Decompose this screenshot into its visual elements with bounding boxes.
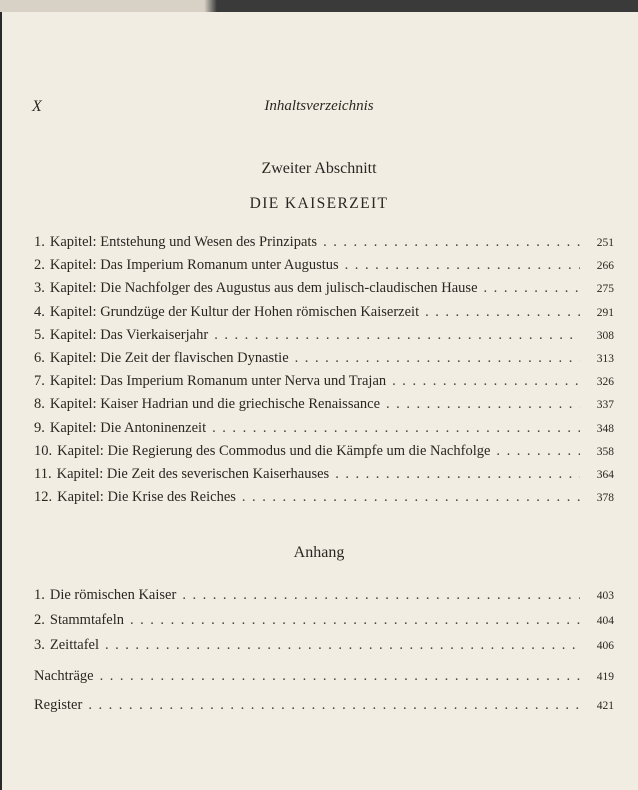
appendix-title: Nachträge (34, 668, 94, 684)
chapter-page-number: 275 (596, 283, 614, 296)
chapter-page-number: 313 (596, 353, 614, 365)
appendix-number: 3. (34, 637, 45, 653)
chapter-entry (34, 304, 614, 326)
appendix-title: Register (34, 697, 83, 713)
running-title: Inhaltsverzeichnis (264, 98, 374, 114)
chapter-title: Kapitel: Entstehung und Wesen des Prinzipats (49, 234, 318, 250)
chapter-number: 7. (34, 373, 45, 390)
dot-leader (295, 350, 580, 367)
chapter-page-number: 251 (596, 237, 614, 249)
chapter-entry (34, 280, 614, 302)
dot-leader (88, 697, 580, 714)
chapter-title: Kapitel: Die Antoninenzeit (49, 419, 207, 436)
dot-leader (425, 304, 580, 321)
running-header (0, 98, 638, 120)
page-top-edge (0, 0, 638, 12)
appendix-entry (34, 637, 614, 659)
dot-leader (242, 489, 580, 506)
dot-leader (105, 637, 580, 654)
dot-leader (335, 466, 580, 483)
chapter-number: 8. (34, 396, 45, 413)
page-number: X (32, 98, 42, 115)
dot-leader (182, 587, 580, 604)
appendix-number: 2. (34, 612, 45, 628)
chapter-title: Kapitel: Das Imperium Romanum unter Augustus (49, 257, 339, 274)
chapter-title: Kapitel: Die Krise des Reiches (57, 489, 236, 506)
chapter-page-number: 266 (596, 260, 614, 273)
chapter-entry (34, 350, 614, 372)
appendix-page-number: 419 (596, 671, 614, 683)
chapter-page-number: 378 (596, 492, 614, 505)
chapter-number: 9. (34, 419, 45, 436)
chapter-title: Kapitel: Die Zeit des severischen Kaiserhauses (56, 466, 330, 482)
appendix-entry (34, 668, 614, 690)
appendix-title: Die römischen Kaiser (49, 587, 177, 603)
chapter-number: 2. (34, 257, 45, 274)
chapter-entry (34, 257, 614, 279)
chapter-page-number: 337 (596, 399, 614, 412)
chapter-title: Kapitel: Die Zeit der flavischen Dynastie (49, 350, 289, 366)
appendix-entry (34, 587, 614, 609)
appendix-title: Stammtafeln (49, 612, 124, 628)
appendix-entry (34, 697, 614, 719)
chapter-entry (34, 443, 614, 465)
appendix-page-number: 406 (596, 640, 614, 652)
chapter-entry (34, 466, 614, 488)
chapter-entry (34, 234, 614, 256)
chapter-entry (34, 489, 614, 511)
section-label: Zweiter Abschnitt (261, 160, 377, 177)
chapter-number: 3. (34, 280, 45, 297)
chapter-title: Kapitel: Grundzüge der Kultur der Hohen römischen Kaiserzeit (49, 303, 420, 320)
chapter-number: 6. (34, 350, 45, 366)
chapter-title: Kapitel: Das Imperium Romanum unter Nerva und Trajan (49, 373, 387, 390)
chapter-entry (34, 327, 614, 349)
appendix-entry (34, 612, 614, 634)
dot-leader (484, 280, 580, 297)
chapter-title: Kapitel: Die Regierung des Commodus und die Kämpfe um die Nachfolge (57, 442, 491, 459)
appendix-page-number: 421 (596, 700, 614, 712)
section-title: DIE KAISERZEIT (249, 195, 389, 212)
chapter-title: Kapitel: Das Vierkaiserjahr (49, 326, 209, 343)
chapter-entry (34, 420, 614, 442)
chapter-page-number: 348 (596, 422, 614, 435)
dot-leader (323, 234, 580, 251)
chapter-number: 12. (34, 489, 53, 506)
chapter-title: Kapitel: Die Nachfolger des Augustus aus dem julisch-claudischen Hause (49, 280, 478, 297)
dot-leader (100, 668, 580, 685)
appendix-page-number: 404 (596, 615, 614, 627)
appendix-heading: Anhang (293, 544, 345, 561)
chapter-page-number: 291 (596, 306, 614, 319)
chapter-number: 11. (34, 466, 52, 482)
dot-leader (214, 327, 580, 344)
chapter-number: 4. (34, 303, 45, 320)
chapter-entry (34, 373, 614, 395)
appendix-number: 1. (34, 587, 45, 603)
dot-leader (212, 420, 580, 437)
chapter-entry (34, 396, 614, 418)
appendix-page-number: 403 (596, 590, 614, 602)
dot-leader (386, 396, 580, 413)
chapter-number: 10. (34, 442, 53, 459)
chapter-page-number: 364 (596, 469, 614, 481)
dot-leader (392, 373, 580, 390)
chapter-number: 5. (34, 326, 45, 343)
chapter-number: 1. (34, 234, 45, 250)
chapter-page-number: 358 (596, 445, 614, 458)
dot-leader (130, 612, 580, 629)
dot-leader (496, 443, 580, 460)
appendix-title: Zeittafel (49, 637, 99, 653)
chapter-page-number: 326 (596, 376, 614, 389)
dot-leader (345, 257, 580, 274)
chapter-title: Kapitel: Kaiser Hadrian und die griechische Renaissance (49, 396, 381, 413)
chapter-page-number: 308 (596, 329, 614, 342)
